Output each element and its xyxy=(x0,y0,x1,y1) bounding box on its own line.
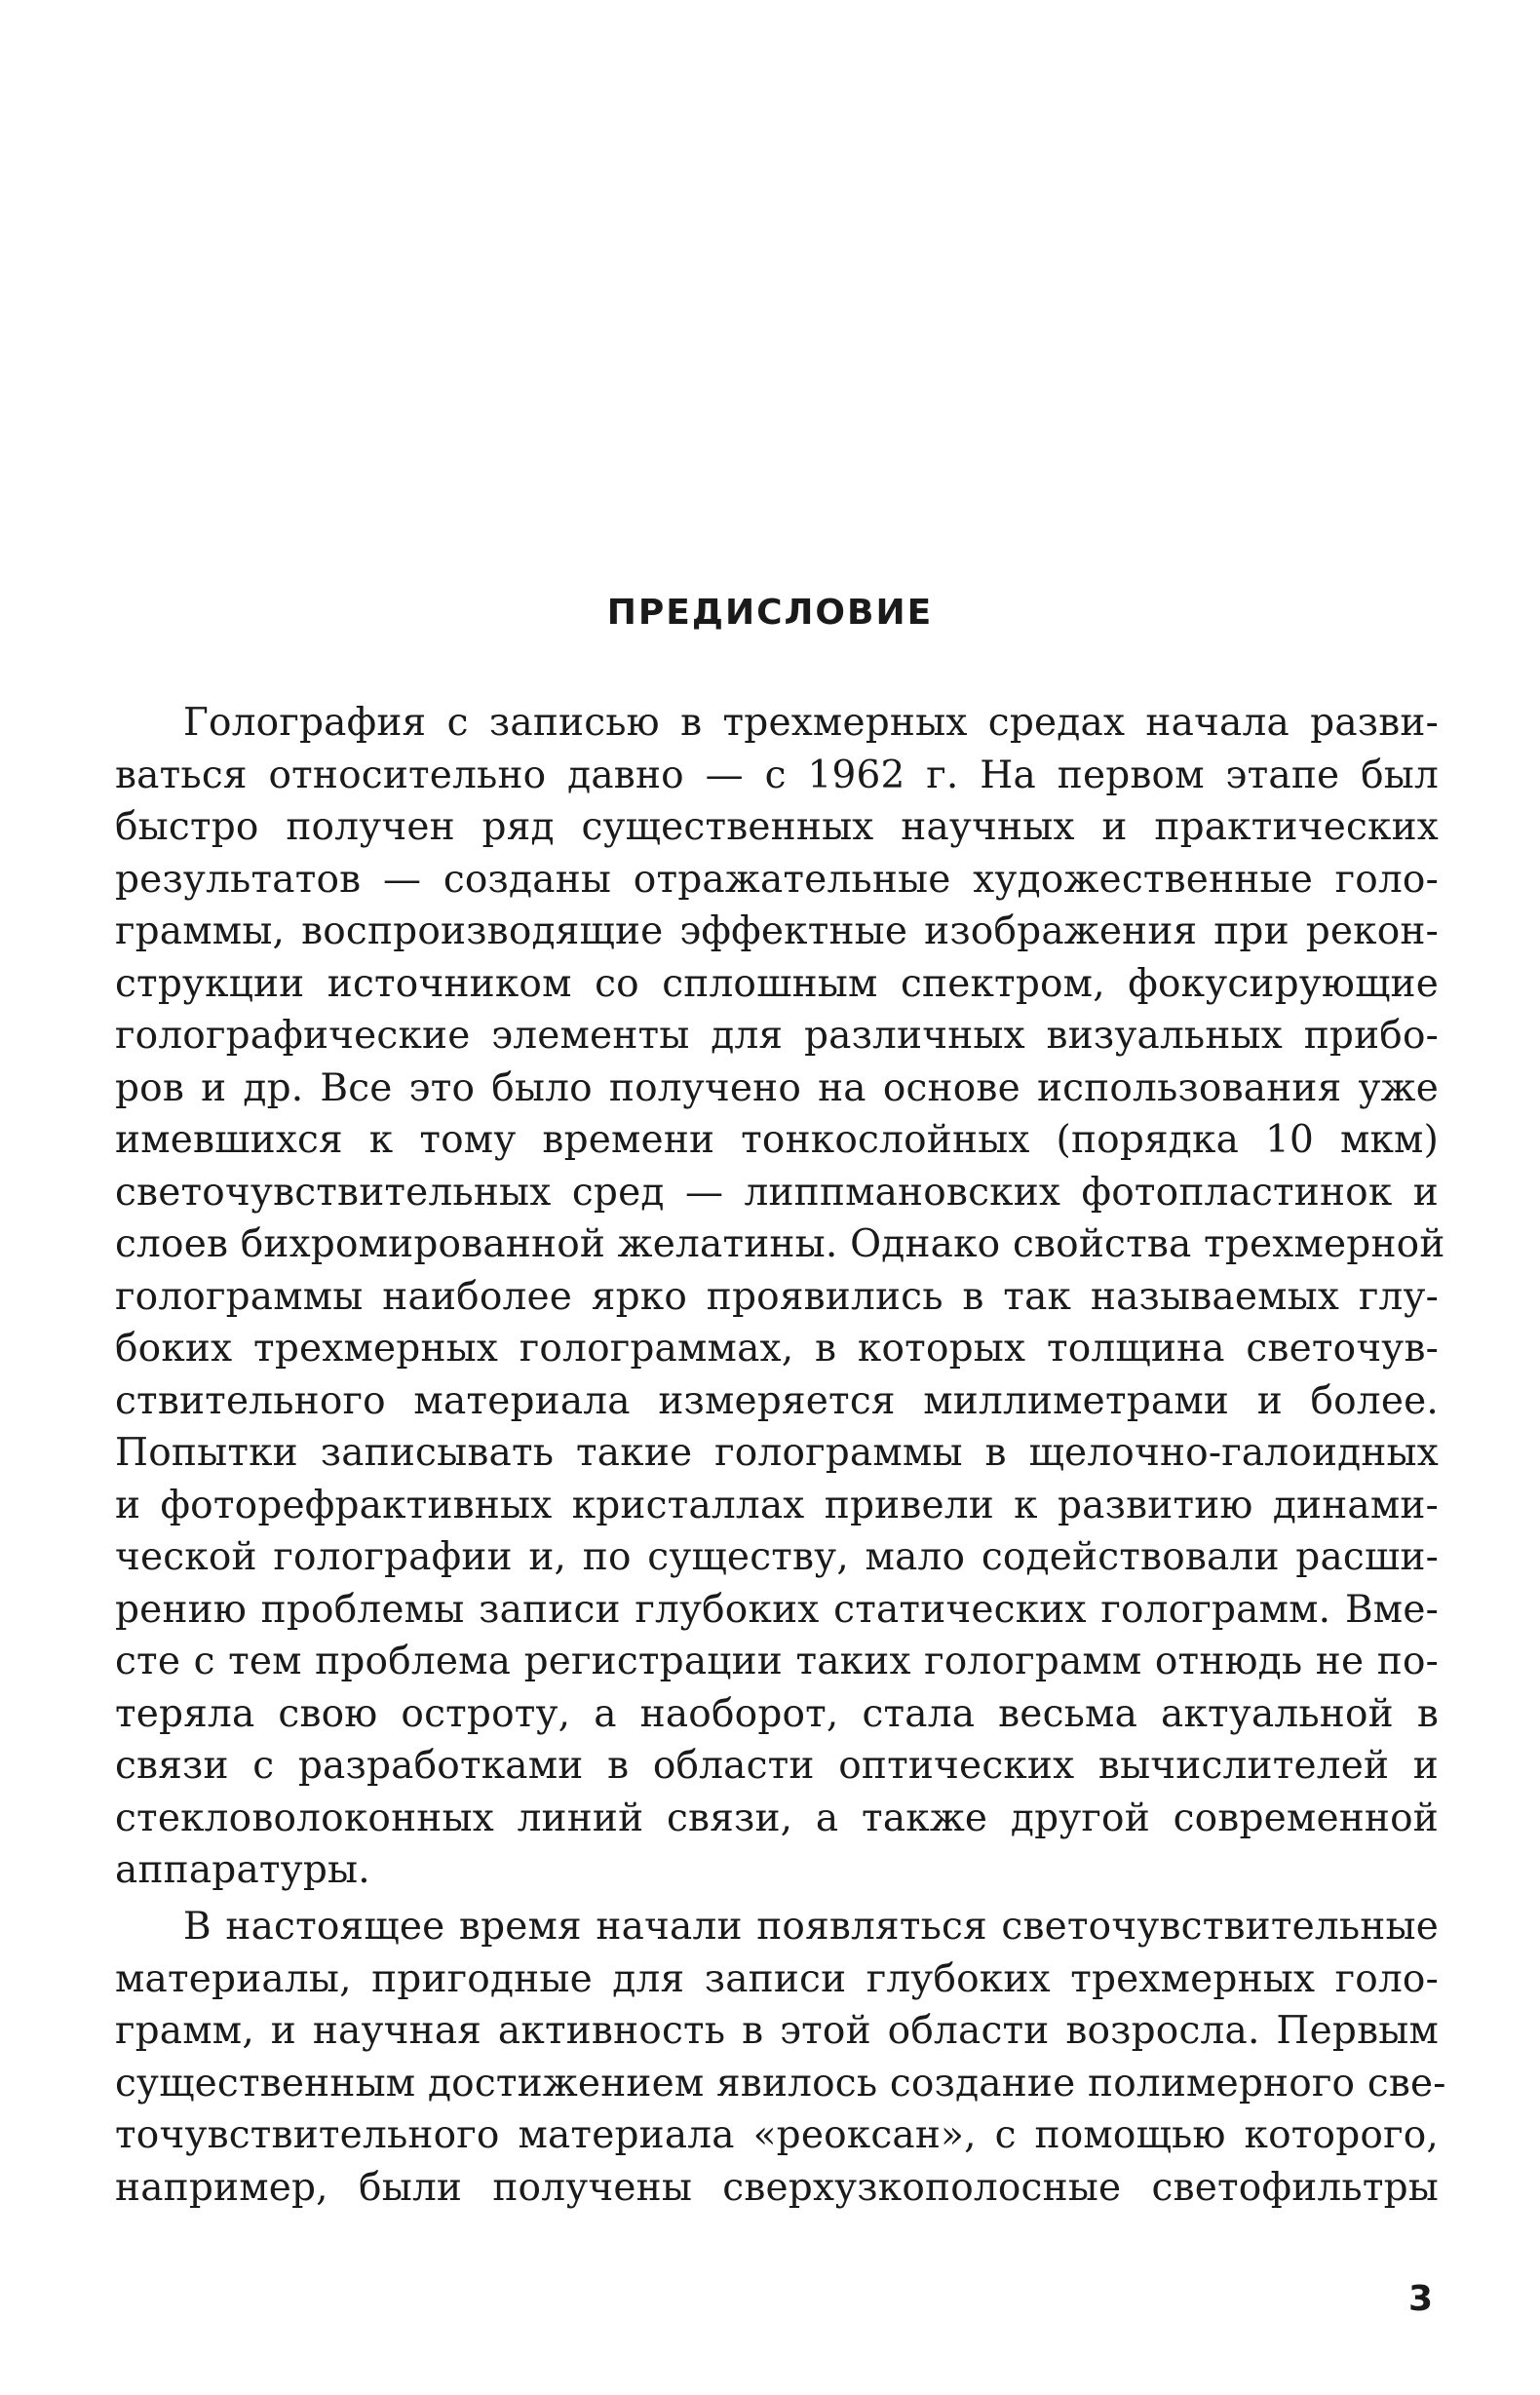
text-line: ваться относительно давно — с 1962 г. На первом этапе был xyxy=(115,753,1439,797)
text-line: ствительного материала измеряется миллиметрами и более. xyxy=(115,1378,1439,1423)
text-line: имевшихся к тому времени тонкослойных (порядка 10 мкм) xyxy=(115,1118,1439,1162)
text-line: быстро получен ряд существенных научных и практических xyxy=(115,805,1439,849)
text-line: сте с тем проблема регистрации таких голограмм отнюдь не по- xyxy=(115,1640,1439,1683)
paragraph-1 xyxy=(115,697,1445,1897)
text-line: стекловолоконных линий связи, а также другой современной xyxy=(115,1796,1439,1840)
text-line: граммы, воспроизводящие эффектные изображения при рекон- xyxy=(115,909,1439,953)
text-line: результатов — созданы отражательные художественные голо- xyxy=(115,857,1439,902)
page-number: 3 xyxy=(1407,2279,1433,2319)
text-line: В настоящее время начали появляться светочувствительные xyxy=(183,1905,1439,1949)
text-line: грамм, и научная активность в этой области возросла. Первым xyxy=(115,2009,1439,2053)
text-line: голограммы наиболее ярко проявились в так называемых глу- xyxy=(115,1274,1439,1319)
text-line: струкции источником со сплошным спектром, фокусирующие xyxy=(115,961,1439,1006)
text-line: светочувствительных сред — липпмановских фотопластинок и xyxy=(115,1170,1439,1215)
text-line: материалы, пригодные для записи глубоких трехмерных голо- xyxy=(115,1956,1439,2001)
text-line: ческой голографии и, по существу, мало содействовали расши- xyxy=(115,1535,1439,1579)
text-line: ров и др. Все это было получено на основе использования уже xyxy=(115,1065,1439,1110)
text-line: слоев бихромированной желатины. Однако свойства трехмерной xyxy=(115,1222,1445,1266)
text-line: точувствительного материала «реоксан», с помощью которого, xyxy=(115,2113,1439,2157)
text-line: и фоторефрактивных кристаллах привели к развитию динами- xyxy=(115,1483,1439,1527)
text-line: например, были получены сверхузкополосные светофильтры xyxy=(115,2165,1439,2210)
text-line: связи с разработками в области оптических вычислителей и xyxy=(115,1744,1439,1788)
text-line: рению проблемы записи глубоких статических голограмм. Вме- xyxy=(115,1587,1439,1632)
text-line: аппаратуры. xyxy=(115,1848,370,1892)
text-line: теряла свою остроту, а наоборот, стала весьма актуальной в xyxy=(115,1691,1439,1736)
text-line: Попытки записывать такие голограммы в щелочно-галоидных xyxy=(115,1431,1439,1475)
text-line: существенным достижением явилось создание полимерного све- xyxy=(115,2061,1446,2105)
page-heading: ПРЕДИСЛОВИЕ xyxy=(606,593,934,633)
text-line: боких трехмерных голограммах, в которых толщина светочув- xyxy=(115,1327,1439,1371)
text-line: голографические элементы для различных визуальных прибо- xyxy=(115,1014,1439,1058)
text-line: Голография с записью в трехмерных средах начала разви- xyxy=(183,701,1439,745)
paragraph-2 xyxy=(115,1901,1446,2214)
